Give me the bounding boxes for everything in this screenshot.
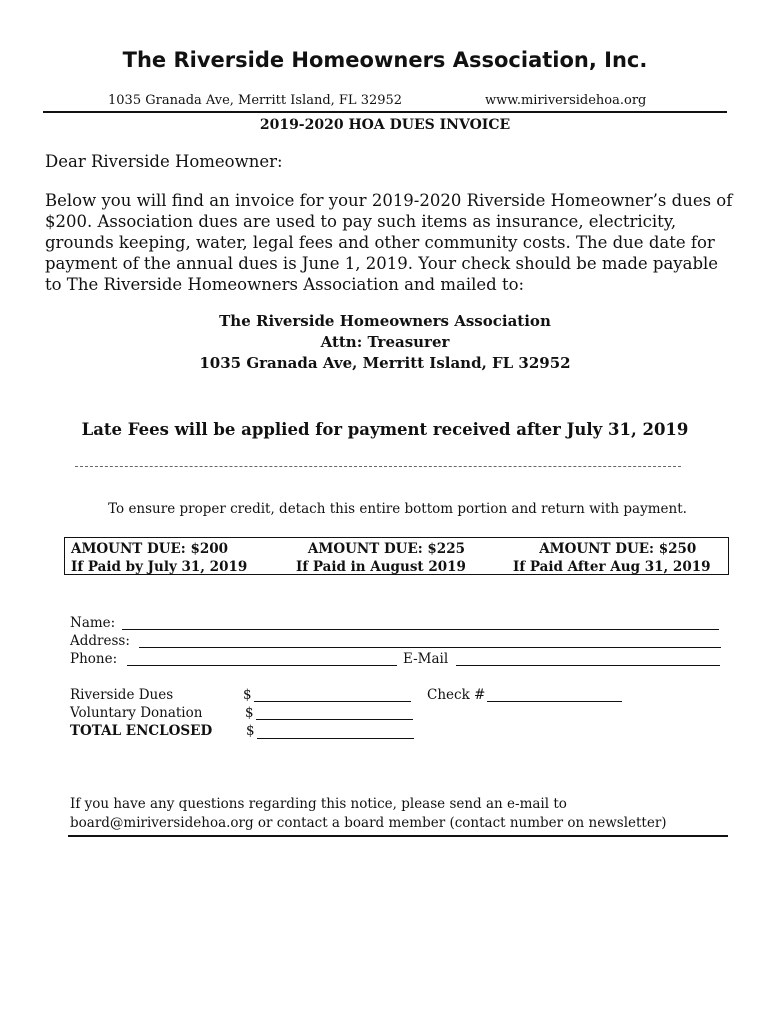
total-dollar-sign: $ (246, 723, 255, 739)
amount-condition: If Paid in August 2019 (296, 559, 466, 575)
org-address: 1035 Granada Ave, Merritt Island, FL 32952 (108, 93, 403, 108)
dues-label: Riverside Dues (70, 687, 174, 703)
address-field[interactable] (139, 647, 721, 648)
email-field[interactable] (456, 665, 720, 666)
name-field[interactable] (122, 629, 719, 630)
invoice-title: 2019-2020 HOA DUES INVOICE (259, 117, 511, 133)
dues-dollar-sign: $ (243, 687, 252, 703)
amount-option-2 (296, 540, 466, 576)
contact-footer (70, 795, 740, 833)
address-label: Address: (70, 633, 130, 649)
donation-dollar-sign: $ (245, 705, 254, 721)
total-amount-field[interactable] (257, 738, 414, 739)
donation-amount-field[interactable] (256, 719, 413, 720)
salutation: Dear Riverside Homeowner: (45, 152, 283, 171)
check-number-field[interactable] (487, 701, 622, 702)
amount-condition: If Paid After Aug 31, 2019 (513, 559, 711, 575)
org-title: The Riverside Homeowners Association, Inc. (122, 48, 648, 72)
org-website[interactable]: www.miriversidehoa.org (485, 93, 647, 108)
check-number-label: Check # (427, 687, 486, 703)
phone-label: Phone: (70, 651, 118, 667)
detach-line (75, 466, 681, 467)
footer-line-1: If you have any questions regarding this notice, please send an e-mail to (70, 796, 567, 812)
amount-value: AMOUNT DUE: $225 (307, 541, 465, 557)
header-divider (43, 111, 727, 113)
total-label: TOTAL ENCLOSED (70, 723, 213, 739)
mailing-address (0, 311, 770, 374)
late-fee-notice: Late Fees will be applied for payment received after July 31, 2019 (81, 420, 689, 439)
detach-notice: To ensure proper credit, detach this entire bottom portion and return with payment. (108, 501, 687, 517)
amount-due-table (64, 537, 729, 575)
dues-amount-field[interactable] (254, 701, 411, 702)
footer-line-2: board@miriversidehoa.org or contact a board member (contact number on newsletter) (70, 815, 667, 831)
amount-value: AMOUNT DUE: $250 (539, 541, 697, 557)
amount-option-3 (513, 540, 711, 576)
mailing-line-3: 1035 Granada Ave, Merritt Island, FL 32952 (199, 354, 571, 372)
email-label: E-Mail (403, 651, 449, 667)
footer-divider (68, 835, 728, 837)
mailing-line-1: The Riverside Homeowners Association (219, 312, 551, 330)
amount-value: AMOUNT DUE: $200 (71, 541, 229, 557)
amount-condition: If Paid by July 31, 2019 (71, 559, 248, 575)
donation-label: Voluntary Donation (70, 705, 203, 721)
letter-body: Below you will find an invoice for your 2019-2020 Riverside Homeowner’s dues of $200. Association dues are used to pay such items as insurance, electricity, grounds keeping, water, legal fees and other community costs. The due date for payment of the annual dues is June 1, 2019. Your check should be made payable to The Riverside Homeowners Association and mailed to: (45, 191, 733, 294)
amount-option-1 (71, 540, 247, 576)
phone-field[interactable] (127, 665, 397, 666)
name-label: Name: (70, 615, 116, 631)
mailing-line-2: Attn: Treasurer (320, 333, 450, 351)
